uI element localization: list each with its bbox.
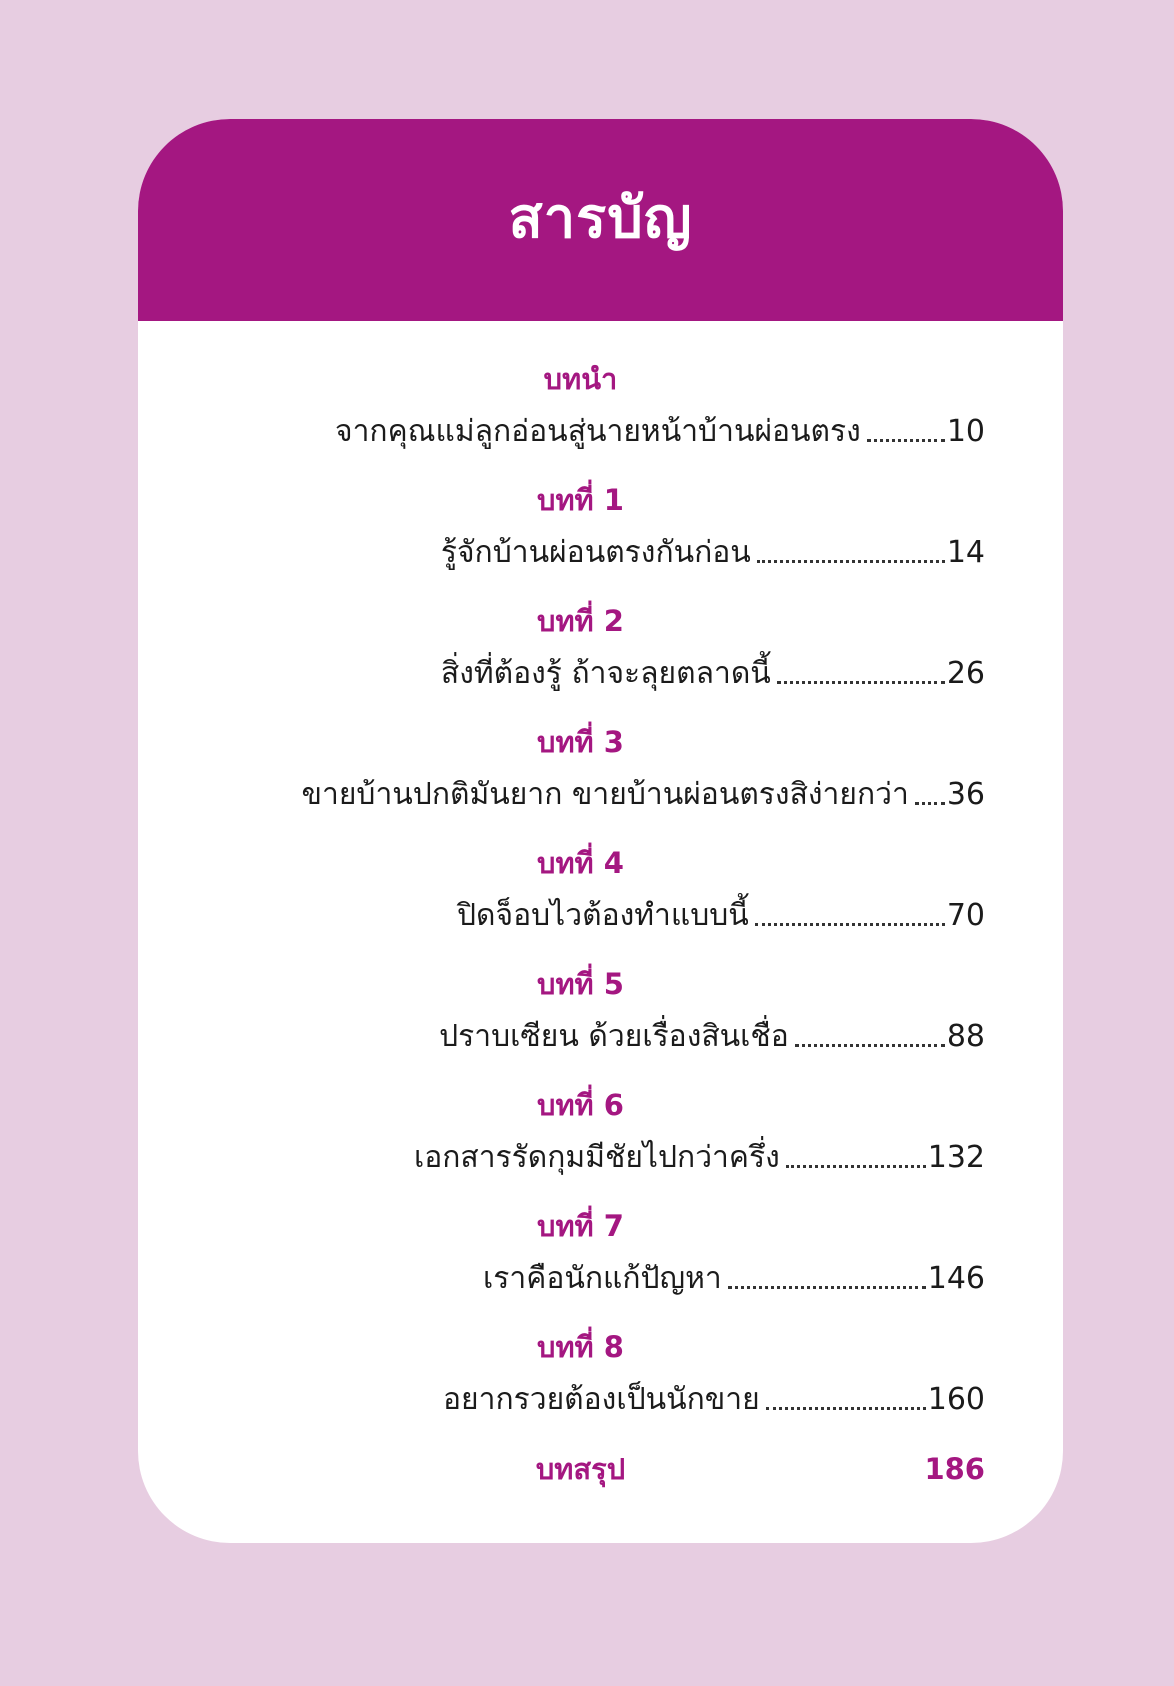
toc-entry-chapter-8[interactable] xyxy=(443,1375,985,1415)
toc-entry-intro[interactable] xyxy=(335,407,985,447)
entry-title: จากคุณแม่ลูกอ่อนสู่นายหน้าบ้านผ่อนตรง xyxy=(335,414,861,449)
entry-title: อยากรวยต้องเป็นนักขาย xyxy=(443,1382,760,1417)
dot-leader xyxy=(786,1165,926,1168)
chapter-heading-6: บทที่ 6 xyxy=(537,1088,624,1122)
chapter-heading-7: บทที่ 7 xyxy=(537,1209,624,1243)
page-number: 10 xyxy=(946,414,985,449)
summary-heading[interactable]: บทสรุป xyxy=(535,1452,626,1486)
toc-card xyxy=(138,119,1063,1543)
chapter-heading-4: บทที่ 4 xyxy=(537,846,624,880)
toc-entry-chapter-2[interactable] xyxy=(441,649,985,689)
chapter-heading-2: บทที่ 2 xyxy=(537,604,624,638)
chapter-heading-1: บทที่ 1 xyxy=(537,483,624,517)
page-number: 36 xyxy=(946,777,985,812)
chapter-heading-8: บทที่ 8 xyxy=(537,1330,624,1364)
dot-leader xyxy=(755,923,945,926)
intro-heading: บทนำ xyxy=(543,362,618,396)
dot-leader xyxy=(766,1407,926,1410)
entry-title: ปราบเซียน ด้วยเรื่องสินเชื่อ xyxy=(439,1019,789,1054)
toc-entry-chapter-1[interactable] xyxy=(441,528,985,568)
page-title: สารบัญ xyxy=(508,186,693,251)
entry-title: รู้จักบ้านผ่อนตรงกันก่อน xyxy=(440,535,751,570)
dot-leader xyxy=(757,560,945,563)
summary-page-number: 186 xyxy=(924,1452,985,1486)
page-number: 132 xyxy=(927,1140,985,1175)
dot-leader xyxy=(728,1286,926,1289)
toc-entry-chapter-5[interactable] xyxy=(439,1012,985,1052)
toc-entry-chapter-4[interactable] xyxy=(457,891,985,931)
chapter-heading-5: บทที่ 5 xyxy=(537,967,624,1001)
page-number: 14 xyxy=(946,535,985,570)
toc-entry-chapter-7[interactable] xyxy=(483,1254,985,1294)
page-number: 146 xyxy=(927,1261,985,1296)
toc-entry-chapter-3[interactable] xyxy=(301,770,985,810)
toc-entry-chapter-6[interactable] xyxy=(414,1133,985,1173)
entry-title: เราคือนักแก้ปัญหา xyxy=(483,1261,722,1296)
dot-leader xyxy=(915,802,945,805)
dot-leader xyxy=(867,439,945,442)
page-number: 88 xyxy=(946,1019,985,1054)
entry-title: ขายบ้านปกติมันยาก ขายบ้านผ่อนตรงสิง่ายกว่า xyxy=(301,777,909,812)
table-of-contents xyxy=(138,119,1063,1543)
page-number: 160 xyxy=(927,1382,985,1417)
dot-leader xyxy=(777,681,945,684)
entry-title: ปิดจ็อบไวต้องทำแบบนี้ xyxy=(457,898,749,933)
dot-leader xyxy=(795,1044,945,1047)
chapter-heading-3: บทที่ 3 xyxy=(537,725,624,759)
entry-title: สิ่งที่ต้องรู้ ถ้าจะลุยตลาดนี้ xyxy=(440,656,771,691)
page-number: 26 xyxy=(946,656,985,691)
page-number: 70 xyxy=(946,898,985,933)
entry-title: เอกสารรัดกุมมีชัยไปกว่าครึ่ง xyxy=(413,1140,780,1175)
